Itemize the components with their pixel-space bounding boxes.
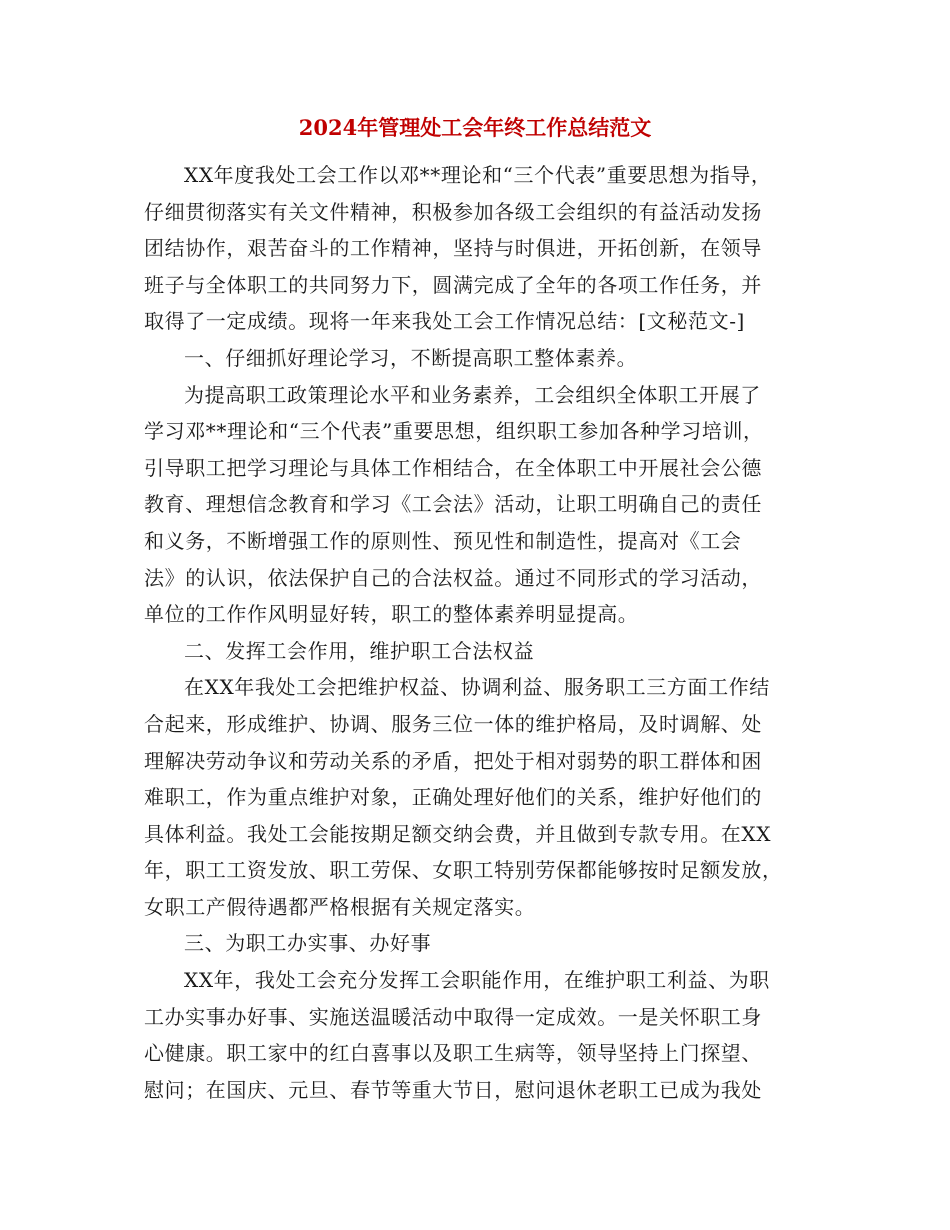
paragraph-line: 教育、理想信念教育和学习《工会法》活动，让职工明确自己的责任: [144, 492, 762, 517]
paragraph-line: 团结协作，艰苦奋斗的工作精神，坚持与时俱进，开拓创新，在领导: [144, 236, 762, 261]
paragraph-line: 女职工产假待遇都严格根据有关规定落实。: [144, 894, 536, 919]
paragraph-line: 学习邓**理论和“三个代表”重要思想，组织职工参加各种学习培训，: [144, 419, 764, 444]
paragraph-line: 为提高职工政策理论水平和业务素养，工会组织全体职工开展了: [184, 382, 761, 407]
paragraph-line: 心健康。职工家中的红白喜事以及职工生病等，领导坚持上门探望、: [144, 1041, 762, 1066]
document-body: [144, 157, 824, 1108]
paragraph-line: 单位的工作作风明显好转，职工的整体素养明显提高。: [144, 602, 639, 627]
paragraph-line: 慰问；在国庆、元旦、春节等重大节日，慰问退休老职工已成为我处: [144, 1077, 762, 1102]
paragraph-line: 法》的认识，依法保护自己的合法权益。通过不同形式的学习活动，: [144, 565, 762, 590]
paragraph-line: 班子与全体职工的共同努力下，圆满完成了全年的各项工作任务，并: [144, 272, 762, 297]
paragraph-line: 取得了一定成绩。现将一年来我处工会工作情况总结：[文秘范文-]: [144, 309, 745, 334]
paragraph-line: XX年，我处工会充分发挥工会职能作用，在维护职工利益、为职: [184, 968, 770, 993]
paragraph-line: 年，职工工资发放、职工劳保、女职工特别劳保都能够按时足额发放，: [144, 858, 783, 883]
paragraph-line: 合起来，形成维护、协调、服务三位一体的维护格局，及时调解、处: [144, 711, 762, 736]
section-heading: 三、为职工办实事、办好事: [184, 931, 432, 956]
paragraph-line: 引导职工把学习理论与具体工作相结合，在全体职工中开展社会公德: [144, 455, 762, 480]
paragraph-line: 理解决劳动争议和劳动关系的矛盾，把处于相对弱势的职工群体和困: [144, 748, 762, 773]
paragraph-line: 工办实事办好事、实施送温暖活动中取得一定成效。一是关怀职工身: [144, 1004, 762, 1029]
section-heading: 一、仔细抓好理论学习，不断提高职工整体素养。: [184, 345, 638, 370]
document-title: 2024年管理处工会年终工作总结范文: [298, 115, 652, 140]
paragraph-line: 具体利益。我处工会能按期足额交纳会费，并且做到专款专用。在XX: [144, 821, 772, 846]
paragraph-line: 和义务，不断增强工作的原则性、预见性和制造性，提高对《工会: [144, 528, 742, 553]
section-heading: 二、发挥工会作用，维护职工合法权益: [184, 638, 535, 663]
paragraph-line: 在XX年我处工会把维护权益、协调利益、服务职工三方面工作结: [184, 675, 770, 700]
paragraph-line: 仔细贯彻落实有关文件精神，积极参加各级工会组织的有益活动发扬: [144, 199, 762, 224]
paragraph-line: XX年度我处工会工作以邓**理论和“三个代表”重要思想为指导，: [184, 163, 772, 187]
paragraph-line: 难职工，作为重点维护对象，正确处理好他们的关系，维护好他们的: [144, 785, 762, 810]
